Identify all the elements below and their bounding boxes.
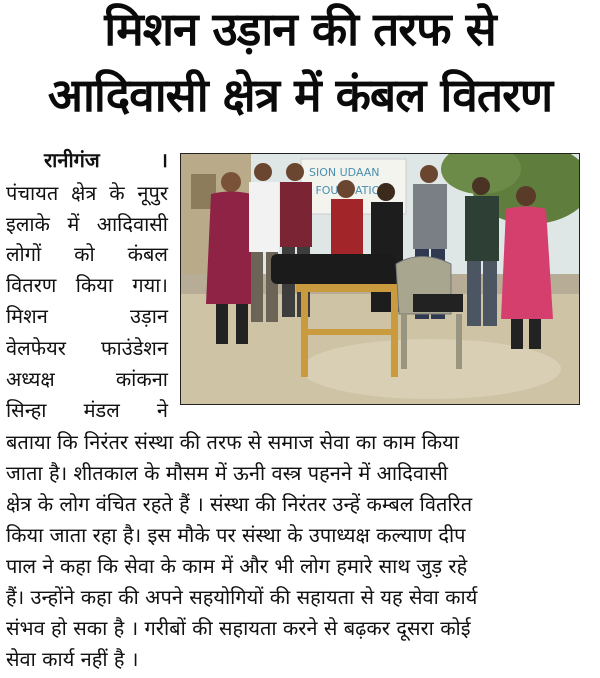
article-wide-line-5: पाल ने कहा कि सेवा के काम में और भी लोग हमारे साथ जुड़ रहे	[6, 554, 468, 578]
word: क्षेत्र	[71, 181, 97, 205]
word: उड़ान	[130, 304, 168, 328]
headline-line-2: आदिवासी क्षेत्र में कंबल वितरण	[47, 68, 553, 122]
article-line-1	[6, 183, 168, 203]
word: पंचायत	[6, 181, 59, 205]
article-wide-line-1: बताया कि निरंतर संस्था की तरफ से समाज सेवा का काम किया	[6, 430, 459, 454]
article-line-2	[6, 214, 168, 234]
article-wide-line-3: क्षेत्र के लोग वंचित रहते हैं । संस्था की निरंतर उन्हें कम्बल वितरित	[6, 492, 473, 516]
word: को	[74, 242, 95, 266]
headline-line-1: मिशन उड़ान की तरफ से	[104, 2, 496, 56]
word: नूपुर	[137, 181, 168, 205]
article-line-6	[6, 338, 168, 358]
article-line-7	[6, 369, 168, 389]
word: ने	[156, 398, 168, 422]
article-line-3	[6, 244, 168, 264]
word: मिशन	[6, 304, 48, 328]
word: के	[109, 181, 125, 205]
article-wide-line-7: संभव हो सका है । गरीबों की सहायता करने से बढ़कर दूसरा कोई	[6, 616, 471, 640]
article-wide-line-6: हैं। उन्होंने कहा की अपने सहयोगियों की सहायता से यह सेवा कार्य	[6, 585, 478, 609]
article-line-5	[6, 306, 168, 326]
word: कंबल	[127, 242, 168, 266]
article-line-8	[6, 400, 168, 420]
word: गया।	[132, 273, 168, 297]
word: सिन्हा	[6, 398, 47, 422]
word: वितरण	[6, 273, 57, 297]
word: कांकना	[115, 367, 168, 391]
word: अध्यक्ष	[6, 367, 55, 391]
article-last-line: सेवा कार्य नहीं है ।	[6, 647, 139, 671]
news-photo	[180, 153, 580, 405]
word: वेलफेयर	[6, 336, 66, 360]
article-dateline	[6, 150, 168, 170]
word: फाउंडेशन	[101, 336, 168, 360]
word: लोगों	[6, 242, 42, 266]
banner-text-line-1: SION UDAAN	[309, 166, 380, 179]
article-wide-line-4: किया जाता रहा है। इस मौके पर संस्था के उपाध्यक्ष कल्याण दीप	[6, 523, 466, 547]
word: आदिवासी	[96, 212, 168, 236]
article-wide-line-2: जाता है। शीतकाल के मौसम में ऊनी वस्त्र पहनने में आदिवासी	[6, 461, 448, 485]
word: इलाके	[6, 212, 50, 236]
word: मंडल	[83, 398, 120, 422]
dateline-place: रानीगंज	[44, 148, 100, 172]
word: में	[67, 212, 80, 236]
article-line-4	[6, 275, 168, 295]
photo-illustration	[181, 154, 579, 404]
word: किया	[75, 273, 114, 297]
dateline-mark: ।	[160, 148, 168, 172]
